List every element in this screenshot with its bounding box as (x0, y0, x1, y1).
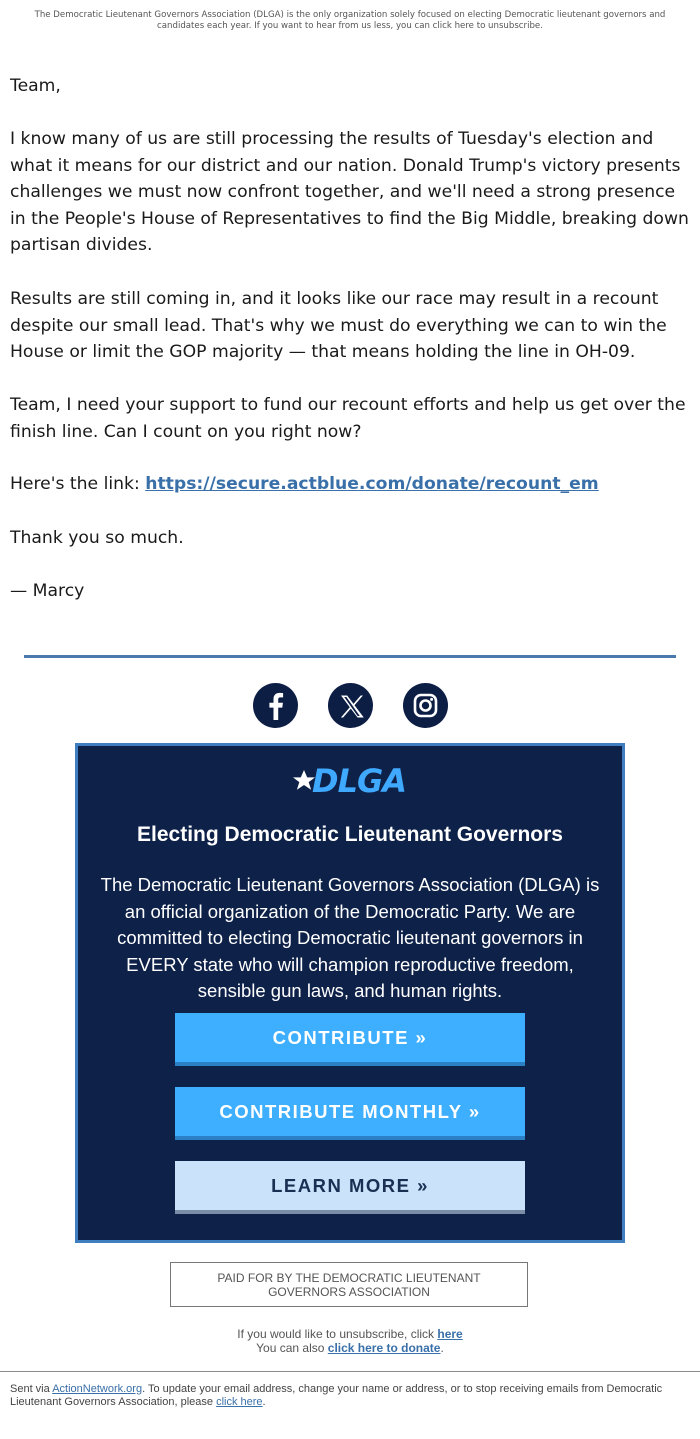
donate-line (0, 1341, 700, 1355)
donate-suffix: . (440, 1341, 444, 1355)
greeting: Team, (10, 76, 61, 96)
paragraph-support: Team, I need your support to fund our recount efforts and help us get over the finish line. Can I count on you right now? (10, 395, 686, 442)
dlga-title: Electing Democratic Lieutenant Governors (137, 823, 563, 846)
contribute-button[interactable]: CONTRIBUTE » (175, 1013, 525, 1066)
paid-for-disclaimer (170, 1262, 528, 1307)
unsubscribe-prefix: If you would like to unsubscribe, click (237, 1327, 438, 1341)
actionnetwork-link[interactable]: ActionNetwork.org (52, 1383, 143, 1395)
footer-prefix: Sent via (10, 1383, 53, 1395)
donate-link-line (10, 471, 690, 498)
update-preferences-link[interactable]: click here (216, 1396, 263, 1408)
footer (10, 1383, 690, 1409)
thanks: Thank you so much. (10, 528, 184, 548)
paragraph-recount: Results are still coming in, and it looks like our race may result in a recount despite our small lead. That's why we must do everything we can to win the House or limit the GOP majority — that means holding the line in OH-09. (10, 289, 667, 362)
unsubscribe-block (0, 1327, 700, 1355)
x-icon[interactable] (328, 683, 373, 728)
link-prefix: Here's the link: (10, 474, 146, 494)
footer-divider (0, 1371, 700, 1372)
dlga-description: The Democratic Lieutenant Governors Association (DLGA) is an official organization of the Democratic Party. We are committed to electing Democratic lieutenant governors in EVERY state who will champion reproductive freedom, sensible gun laws, and human rights. (100, 874, 600, 1001)
instagram-icon[interactable] (403, 683, 448, 728)
signature: — Marcy (10, 581, 85, 601)
dlga-promo-box (75, 743, 625, 1243)
footer-middle: . To update your email address, change your name or address, or to stop receiving emails from Democratic Lieutenant Governors Association, please (10, 1383, 663, 1408)
section-divider (24, 655, 676, 658)
dlga-logo-text: DLGA (312, 762, 406, 800)
preheader (28, 10, 672, 32)
preheader-text: The Democratic Lieutenant Governors Association (DLGA) is the only organization solely focused on electing Democratic lieutenant governors and candidates each year. If you want to hear from us less, you can click here to unsubscribe. (34, 10, 666, 31)
paid-for-text: PAID FOR BY THE DEMOCRATIC LIEUTENANT GOVERNORS ASSOCIATION (217, 1270, 481, 1299)
paragraph-election: I know many of us are still processing the results of Tuesday's election and what it means for our district and our nation. Donald Trump's victory presents challenges we must now confront together, and we'll need a strong presence in the People's House of Representatives to find the Big Middle, breaking down partisan divides. (10, 129, 689, 255)
unsubscribe-link[interactable]: here (437, 1327, 463, 1341)
facebook-icon[interactable] (253, 683, 298, 728)
unsubscribe-line (0, 1327, 700, 1341)
donate-prefix: You can also (256, 1341, 328, 1355)
footer-suffix: . (262, 1396, 266, 1408)
donate-link-footer[interactable]: click here to donate (327, 1341, 441, 1355)
social-links (0, 683, 700, 729)
donate-link[interactable]: https://secure.actblue.com/donate/recount_em (145, 474, 599, 494)
dlga-logo (292, 762, 410, 800)
learn-more-button[interactable]: LEARN MORE » (175, 1161, 525, 1214)
contribute-monthly-button[interactable]: CONTRIBUTE MONTHLY » (175, 1087, 525, 1140)
